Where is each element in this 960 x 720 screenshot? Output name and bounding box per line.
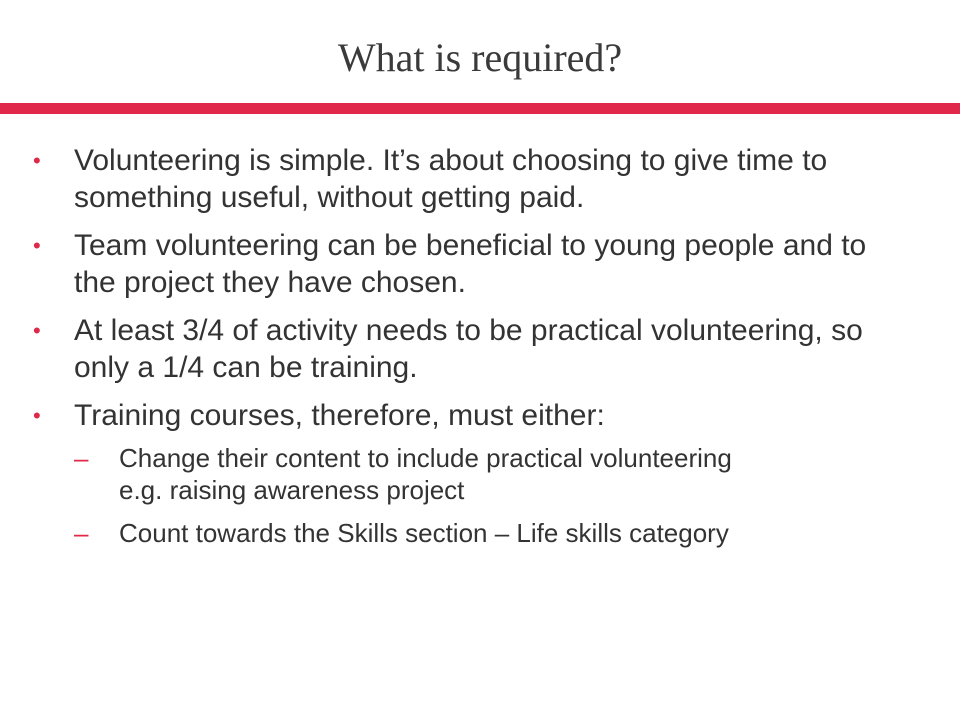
bullet-item <box>0 312 960 386</box>
sub-bullet-text: Change their content to include practical volunteering e.g. raising awareness project <box>119 443 732 505</box>
bullet-item <box>0 227 960 301</box>
bullet-text: Team volunteering can be beneficial to young people and to the project they have chosen. <box>74 229 867 299</box>
bullet-text: Training courses, therefore, must either: <box>74 399 605 432</box>
sub-bullet-item <box>74 517 759 549</box>
bullet-marker: • <box>33 148 41 173</box>
sub-bullet-text: Count towards the Skills section – Life skills category <box>119 518 729 548</box>
bullet-item <box>0 397 960 549</box>
bullet-marker: • <box>33 403 41 428</box>
bullet-text: Volunteering is simple. It’s about choosing to give time to something useful, without getting paid. <box>74 144 828 214</box>
sub-bullet-list <box>74 442 900 549</box>
title-divider <box>0 103 960 114</box>
sub-bullet-item <box>74 442 759 506</box>
sub-bullet-marker: – <box>74 443 89 473</box>
slide-title: What is required? <box>337 35 623 80</box>
bullet-text: At least 3/4 of activity needs to be practical volunteering, so only a 1/4 can be training. <box>74 314 863 384</box>
bullet-list <box>0 142 960 560</box>
bullet-item <box>0 142 960 216</box>
sub-bullet-marker: – <box>74 518 89 548</box>
bullet-marker: • <box>33 318 41 343</box>
bullet-marker: • <box>33 233 41 258</box>
